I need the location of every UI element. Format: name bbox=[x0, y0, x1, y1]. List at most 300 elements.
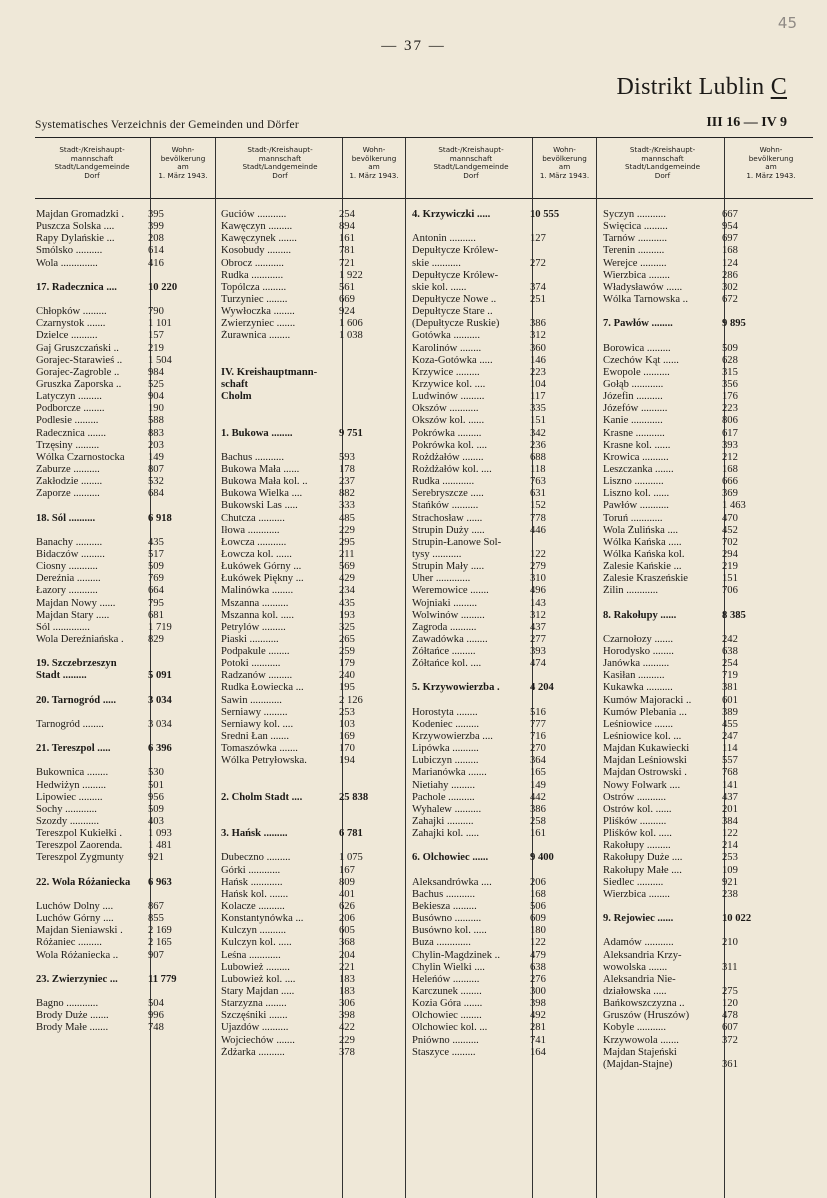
population-value: 117 bbox=[530, 391, 546, 403]
village-row bbox=[36, 828, 207, 840]
village-row bbox=[221, 464, 398, 476]
village-row bbox=[412, 428, 588, 440]
place-name: Pniówno .......... bbox=[412, 1034, 479, 1046]
place-name: działowska ..... bbox=[603, 986, 667, 997]
population-value: 190 bbox=[148, 403, 164, 415]
municipality-row bbox=[221, 391, 398, 403]
population-value: 118 bbox=[530, 463, 546, 475]
village-row bbox=[36, 476, 207, 488]
place-name: Leszczanka ....... bbox=[603, 463, 674, 475]
municipality-row bbox=[36, 670, 207, 682]
place-name: Górki ............ bbox=[221, 864, 281, 876]
place-name: Horostyta ........ bbox=[412, 706, 478, 718]
population-value: 109 bbox=[722, 864, 738, 876]
village-row bbox=[221, 330, 398, 342]
place-name: Wola Żulińska .... bbox=[603, 524, 679, 536]
village-row bbox=[603, 682, 808, 694]
place-name: Ciosny ........... bbox=[36, 561, 98, 573]
place-name: Lubiczyn ......... bbox=[412, 755, 479, 767]
place-name: Pliśków .......... bbox=[603, 816, 667, 828]
village-row bbox=[412, 585, 588, 597]
place-name: Zagroda .......... bbox=[412, 621, 477, 633]
population-value: 275 bbox=[722, 986, 738, 997]
village-row bbox=[221, 925, 398, 937]
place-name: Majdan Kukawiecki bbox=[603, 743, 690, 755]
place-name: Koza-Gotówka ..... bbox=[412, 354, 493, 366]
place-name: Pachole .......... bbox=[412, 791, 475, 803]
place-name: Nietiahy ......... bbox=[412, 779, 475, 791]
population-value: 384 bbox=[722, 816, 738, 828]
place-name: Strupin-Łanowe Sol- bbox=[412, 536, 502, 548]
population-value: 310 bbox=[530, 573, 546, 585]
village-row bbox=[221, 743, 398, 755]
village-row bbox=[412, 318, 588, 330]
village-row bbox=[412, 306, 588, 318]
place-name: Żółtańce ......... bbox=[412, 646, 476, 658]
village-row bbox=[412, 610, 588, 622]
place-name: Zalesie Kańskie ... bbox=[603, 561, 682, 573]
place-name: Lipówka .......... bbox=[412, 743, 479, 755]
place-name: Sól .............. bbox=[36, 621, 90, 633]
place-name: Kawęczyn ......... bbox=[221, 221, 293, 233]
place-name: Staszyce ......... bbox=[412, 1046, 476, 1058]
population-value: 223 bbox=[530, 366, 546, 378]
village-row bbox=[603, 573, 808, 585]
village-row bbox=[412, 731, 588, 743]
place-name: IV. Kreishauptmann- bbox=[221, 366, 318, 378]
place-name: Tomaszówka ....... bbox=[221, 743, 298, 755]
place-name: Depułtycze Królew- bbox=[412, 245, 499, 257]
population-value: 9 895 bbox=[722, 318, 746, 330]
population-value: 921 bbox=[148, 852, 164, 864]
header-line: mannschaft bbox=[449, 153, 493, 163]
population-value: 1 101 bbox=[148, 318, 172, 330]
place-name: Gotówka .......... bbox=[412, 330, 480, 342]
village-row bbox=[412, 998, 588, 1010]
village-row bbox=[603, 500, 808, 512]
place-name: Kozia Góra ....... bbox=[412, 998, 483, 1010]
village-row bbox=[221, 658, 398, 670]
population-value: 2 126 bbox=[339, 694, 363, 706]
village-row bbox=[603, 901, 808, 913]
place-name: Wólka Petryłowska. bbox=[221, 755, 307, 767]
place-name: Ludwinów ......... bbox=[412, 391, 485, 403]
place-name: Różaniec ......... bbox=[36, 937, 102, 949]
village-row bbox=[603, 889, 808, 901]
village-row bbox=[36, 925, 207, 937]
village-row bbox=[221, 245, 398, 257]
village-row bbox=[603, 209, 808, 221]
population-value: 470 bbox=[722, 512, 738, 524]
village-row bbox=[603, 464, 808, 476]
header-line: Wohn- bbox=[553, 145, 576, 154]
village-row bbox=[603, 792, 808, 804]
population-value: 176 bbox=[722, 391, 738, 403]
municipality-row bbox=[603, 913, 808, 925]
village-row bbox=[412, 464, 588, 476]
village-row bbox=[412, 282, 588, 294]
population-value: 169 bbox=[339, 731, 355, 743]
place-name: Aleksandria Krzy- bbox=[603, 949, 682, 961]
population-value: 201 bbox=[722, 803, 738, 815]
place-name: Obrocz ........... bbox=[221, 257, 284, 269]
population-value: 1 038 bbox=[339, 330, 363, 342]
village-row bbox=[603, 598, 808, 610]
population-value: 195 bbox=[339, 682, 355, 694]
district-letter: C bbox=[770, 74, 787, 100]
place-name bbox=[603, 925, 722, 937]
village-row bbox=[603, 1047, 808, 1059]
place-name: Radzanów ......... bbox=[221, 670, 293, 682]
population-column-header bbox=[343, 146, 405, 180]
population-value: 300 bbox=[530, 986, 546, 997]
village-row bbox=[603, 452, 808, 464]
village-row bbox=[221, 500, 398, 512]
population-value: 435 bbox=[148, 536, 164, 548]
header-line: Wohn- bbox=[759, 145, 783, 154]
population-value: 588 bbox=[148, 415, 164, 427]
population-value: 768 bbox=[722, 767, 738, 779]
place-name: Krzywowierzba .... bbox=[412, 731, 493, 743]
place-name: Serniawy kol. .... bbox=[221, 718, 294, 730]
village-row bbox=[221, 440, 398, 452]
place-name: Toruń ............ bbox=[603, 512, 663, 524]
place-name: Pokrówka kol. .... bbox=[412, 439, 488, 451]
village-row bbox=[221, 622, 398, 634]
population-value: 315 bbox=[722, 366, 738, 378]
place-name bbox=[36, 889, 148, 901]
population-value: 455 bbox=[722, 718, 738, 730]
place-name bbox=[36, 731, 148, 743]
gazetteer-column bbox=[221, 209, 398, 1059]
header-line: Dorf bbox=[84, 170, 100, 180]
place-name: Wola Dereźniańska . bbox=[36, 633, 124, 645]
village-row bbox=[603, 391, 808, 403]
place-name: Kulczyn .......... bbox=[221, 925, 287, 937]
place-name: Konstantynówka ... bbox=[221, 913, 304, 925]
village-row bbox=[412, 974, 588, 986]
header-line: Stadt/Landgemeinde bbox=[433, 162, 509, 172]
place-name: Chutcza .......... bbox=[221, 512, 285, 524]
place-name bbox=[221, 415, 339, 427]
village-row bbox=[603, 658, 808, 670]
village-row bbox=[412, 877, 588, 889]
header-line: Stadt-/Kreishaupt- bbox=[629, 145, 696, 154]
place-name: Tarnów ........... bbox=[603, 233, 667, 245]
place-name: Depułtycze Stare .. bbox=[412, 306, 493, 318]
place-name: Tereszpol Zygmunty bbox=[36, 852, 124, 864]
place-name: Zawadówka ........ bbox=[412, 633, 488, 645]
place-name: Petrylów ......... bbox=[221, 621, 286, 633]
population-value: 6 396 bbox=[148, 743, 172, 755]
village-row bbox=[412, 634, 588, 646]
place-name: Aleksandria Nie- bbox=[603, 973, 676, 985]
population-value: 478 bbox=[722, 1010, 738, 1022]
population-value: 741 bbox=[530, 1034, 546, 1046]
municipality-row bbox=[36, 695, 207, 707]
district-text: Distrikt Lublin bbox=[616, 74, 765, 100]
place-name: Luchów Dolny .... bbox=[36, 901, 114, 913]
village-row bbox=[603, 780, 808, 792]
population-value: 211 bbox=[339, 548, 355, 560]
population-value: 194 bbox=[339, 755, 355, 767]
population-value: 124 bbox=[722, 257, 738, 269]
population-value: 593 bbox=[339, 451, 355, 463]
village-row bbox=[412, 245, 588, 257]
place-name: Wierzbica ........ bbox=[603, 888, 670, 900]
village-row bbox=[221, 865, 398, 877]
population-value: 398 bbox=[530, 998, 546, 1010]
place-name: Depułtycze Królew- bbox=[412, 269, 499, 281]
place-name bbox=[36, 270, 148, 282]
population-value: 279 bbox=[530, 561, 546, 573]
place-name: Brody Duże ....... bbox=[36, 1010, 109, 1022]
population-value: 446 bbox=[530, 524, 546, 536]
population-value: 702 bbox=[722, 536, 738, 548]
village-row bbox=[221, 1010, 398, 1022]
name-column-header bbox=[221, 146, 339, 180]
village-row bbox=[36, 258, 207, 270]
population-value: 607 bbox=[722, 1022, 738, 1034]
village-row bbox=[36, 561, 207, 573]
place-name: Majdan Leśniowski bbox=[603, 755, 687, 767]
village-row bbox=[221, 306, 398, 318]
place-name: Rudka ............ bbox=[412, 476, 475, 488]
population-value: 882 bbox=[339, 488, 355, 500]
village-row bbox=[221, 877, 398, 889]
village-row bbox=[36, 330, 207, 342]
place-name: Starzyzna ........ bbox=[221, 998, 287, 1010]
population-value: 1 481 bbox=[148, 840, 172, 852]
place-name bbox=[221, 343, 339, 355]
place-name: Horodysko ........ bbox=[603, 646, 674, 658]
population-value: 164 bbox=[530, 1046, 546, 1058]
population-value: 530 bbox=[148, 767, 164, 779]
place-name: Serebryszcze ..... bbox=[412, 488, 484, 500]
place-name: Tereszpol Kukiełki . bbox=[36, 828, 123, 840]
place-name: Mszanna .......... bbox=[221, 597, 289, 609]
name-column-header bbox=[603, 146, 722, 180]
place-name: Puszcza Solska .... bbox=[36, 221, 115, 233]
place-name: Wola Różaniecka .. bbox=[36, 949, 119, 961]
village-row bbox=[412, 780, 588, 792]
village-row bbox=[412, 476, 588, 488]
population-value: 921 bbox=[722, 876, 738, 888]
place-name bbox=[412, 221, 530, 233]
village-row bbox=[36, 913, 207, 925]
place-name: Rudka ............ bbox=[221, 269, 284, 281]
place-name: Wojniaki ......... bbox=[412, 597, 478, 609]
population-value: 206 bbox=[339, 913, 355, 925]
population-value: 286 bbox=[722, 269, 738, 281]
population-value: 442 bbox=[530, 791, 546, 803]
place-name: Borowica ......... bbox=[603, 342, 671, 354]
population-value: 1 606 bbox=[339, 318, 363, 330]
population-value: 437 bbox=[722, 791, 738, 803]
place-name: Zalesie Kraszeńskie bbox=[603, 573, 689, 585]
population-value: 219 bbox=[722, 561, 738, 573]
place-name: Piaski ........... bbox=[221, 633, 279, 645]
population-value: 342 bbox=[530, 427, 546, 439]
place-name: 5. Krzywowierzba . bbox=[412, 682, 500, 694]
village-row bbox=[412, 403, 588, 415]
municipality-row bbox=[221, 367, 398, 379]
header-line: am bbox=[558, 162, 571, 172]
population-value: 360 bbox=[530, 342, 546, 354]
place-name: Bukowa Wielka .... bbox=[221, 488, 303, 500]
place-name: Majdan Nowy ...... bbox=[36, 597, 116, 609]
village-row bbox=[36, 998, 207, 1010]
place-name: Malinówka ........ bbox=[221, 585, 294, 597]
place-name: Czechów Kąt ...... bbox=[603, 354, 679, 366]
place-name: Sawin ............ bbox=[221, 694, 282, 706]
population-value: 748 bbox=[148, 1022, 164, 1034]
population-value: 381 bbox=[722, 682, 738, 694]
place-name bbox=[36, 962, 148, 974]
place-name: Czarnołozy ....... bbox=[603, 633, 674, 645]
place-name: Smólsko .......... bbox=[36, 245, 103, 257]
population-value: 894 bbox=[339, 221, 355, 233]
population-value: 452 bbox=[722, 524, 738, 536]
population-value: 617 bbox=[722, 427, 738, 439]
population-value: 10 555 bbox=[530, 209, 560, 220]
village-row bbox=[412, 355, 588, 367]
village-row bbox=[603, 695, 808, 707]
header-line: bevölkerung bbox=[748, 153, 794, 163]
place-name: Rakołupy Duże .... bbox=[603, 852, 683, 864]
village-row bbox=[221, 682, 398, 694]
village-row bbox=[412, 440, 588, 452]
place-name: Krzywice ......... bbox=[412, 366, 480, 378]
place-name: Ostrów ........... bbox=[603, 791, 666, 803]
population-value: 769 bbox=[148, 573, 164, 585]
place-name: Kawęczynek ....... bbox=[221, 233, 297, 245]
place-name: Sochy ............ bbox=[36, 803, 97, 815]
population-value: 253 bbox=[722, 852, 738, 864]
place-name: Bekiesza ......... bbox=[412, 901, 477, 913]
place-name bbox=[36, 682, 148, 694]
place-name: Bachus ........... bbox=[412, 888, 475, 900]
village-row bbox=[221, 998, 398, 1010]
name-column-header bbox=[36, 146, 148, 180]
header-line: bevölkerung bbox=[160, 153, 206, 163]
place-name: Strupin Mały ..... bbox=[412, 561, 485, 573]
population-value: 247 bbox=[722, 731, 738, 743]
village-row bbox=[412, 840, 588, 852]
place-name: Kulczyn kol. ..... bbox=[221, 937, 292, 949]
population-value: 374 bbox=[530, 281, 546, 293]
place-name: Majdan Ostrowski . bbox=[603, 767, 687, 779]
place-name: tysy ........... bbox=[412, 548, 462, 560]
village-row bbox=[221, 719, 398, 731]
population-value: 398 bbox=[339, 1010, 355, 1022]
place-name bbox=[412, 670, 530, 682]
population-value: 151 bbox=[722, 573, 738, 585]
village-row bbox=[221, 731, 398, 743]
village-row bbox=[603, 986, 808, 998]
village-row bbox=[603, 852, 808, 864]
village-row bbox=[412, 950, 588, 962]
population-value: 223 bbox=[722, 403, 738, 415]
village-row bbox=[36, 306, 207, 318]
population-value: 386 bbox=[530, 803, 546, 815]
population-value: 183 bbox=[339, 973, 355, 985]
place-name bbox=[221, 355, 339, 367]
village-row bbox=[36, 209, 207, 221]
village-row bbox=[603, 585, 808, 597]
population-value: 120 bbox=[722, 998, 738, 1010]
village-row bbox=[36, 464, 207, 476]
village-row bbox=[36, 245, 207, 257]
population-value: 219 bbox=[148, 342, 164, 354]
village-row bbox=[221, 343, 398, 355]
place-name: Guciów ........... bbox=[221, 209, 287, 220]
village-row bbox=[36, 646, 207, 658]
village-row bbox=[412, 707, 588, 719]
village-row bbox=[603, 828, 808, 840]
village-row bbox=[221, 937, 398, 949]
place-name: Lubowież kol. .... bbox=[221, 973, 296, 985]
population-value: 790 bbox=[148, 306, 164, 318]
village-row bbox=[603, 233, 808, 245]
village-row bbox=[603, 767, 808, 779]
column-divider bbox=[215, 138, 216, 1198]
population-value: 25 838 bbox=[339, 791, 369, 803]
village-row bbox=[603, 998, 808, 1010]
village-row bbox=[221, 488, 398, 500]
village-row bbox=[36, 488, 207, 500]
municipality-row bbox=[36, 282, 207, 294]
population-value: 669 bbox=[339, 293, 355, 305]
place-name: Karolinów ........ bbox=[412, 342, 482, 354]
place-name: Wola .............. bbox=[36, 257, 98, 269]
place-name: (Depułtycze Ruskie) bbox=[412, 318, 500, 330]
village-row bbox=[221, 513, 398, 525]
village-row bbox=[412, 513, 588, 525]
village-row bbox=[412, 658, 588, 670]
population-value: 781 bbox=[339, 245, 355, 257]
place-name: Hedwiżyn ......... bbox=[36, 779, 107, 791]
population-value: 904 bbox=[148, 391, 164, 403]
place-name: Krasne kol. ...... bbox=[603, 439, 671, 451]
place-name: 6. Olchowiec ...... bbox=[412, 852, 489, 864]
village-row bbox=[36, 318, 207, 330]
population-value: 259 bbox=[339, 646, 355, 658]
place-name: Uher ............. bbox=[412, 573, 471, 585]
header-line: Stadt-/Kreishaupt- bbox=[438, 145, 504, 154]
population-value: 492 bbox=[530, 1010, 546, 1022]
village-row bbox=[412, 901, 588, 913]
place-name: Kanie ............ bbox=[603, 415, 663, 427]
place-name: Bańkowszczyzna .. bbox=[603, 998, 685, 1010]
village-row bbox=[221, 950, 398, 962]
village-row bbox=[412, 646, 588, 658]
village-row bbox=[603, 440, 808, 452]
population-value: 532 bbox=[148, 476, 164, 488]
header-line: Wohn- bbox=[362, 145, 386, 154]
village-row bbox=[221, 209, 398, 221]
village-row bbox=[603, 840, 808, 852]
header-line: mannschaft bbox=[641, 153, 684, 163]
population-value: 855 bbox=[148, 913, 164, 925]
village-row bbox=[221, 258, 398, 270]
population-value: 516 bbox=[530, 706, 546, 718]
population-value: 684 bbox=[148, 488, 164, 500]
municipality-row bbox=[36, 513, 207, 525]
village-row bbox=[412, 233, 588, 245]
population-value: 666 bbox=[722, 476, 738, 488]
place-name: 1. Bukowa ........ bbox=[221, 427, 293, 439]
